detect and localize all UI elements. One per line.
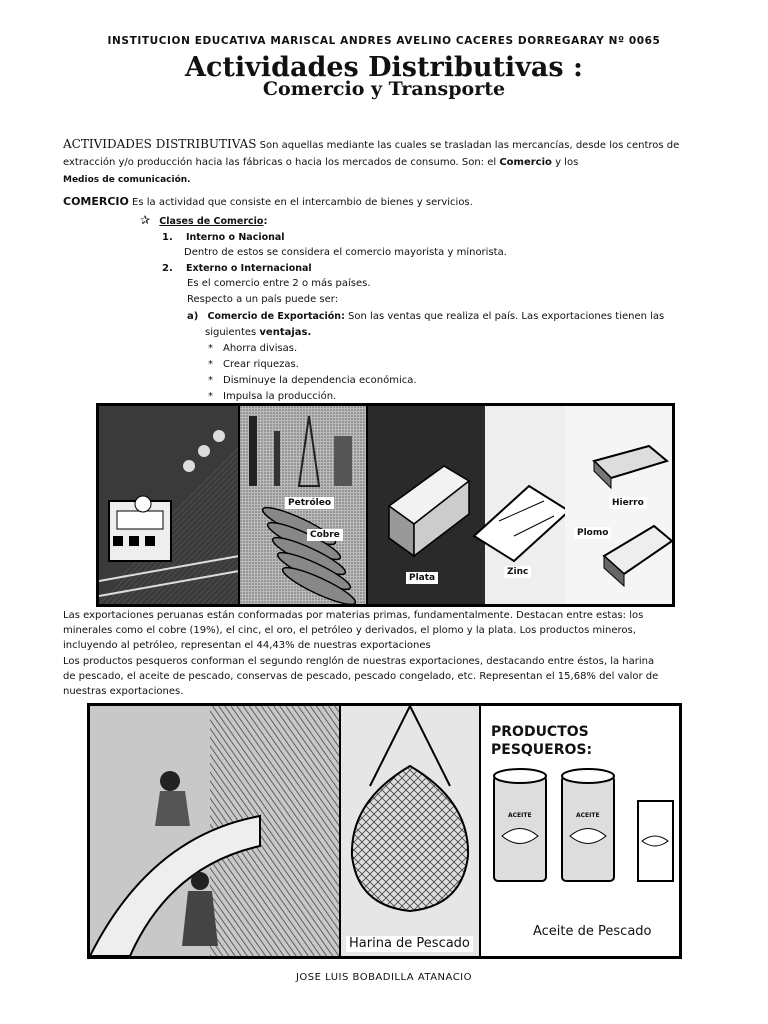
intro-comercio: Comercio: [499, 157, 552, 168]
bullet-text: Ahorra divisas.: [223, 343, 298, 354]
label-cobre: Cobre: [307, 529, 343, 541]
comercio-term: COMERCIO: [63, 195, 129, 208]
school-name: INSTITUCION EDUCATIVA MARISCAL ANDRES AVELINO CACERES DORREGARAY Nº 0065: [107, 35, 661, 47]
item-2-text-1: Es el comercio entre 2 o más países.: [187, 278, 371, 289]
minerals-drawing: [99, 406, 672, 604]
label-petroleo: Petróleo: [285, 497, 334, 509]
item-2: [162, 261, 312, 277]
label-zinc: Zinc: [504, 566, 531, 578]
export-line: [187, 309, 664, 325]
clases-heading: [140, 212, 267, 230]
clases-title: Clases de Comercio: [159, 216, 264, 227]
intro-medios: Medios de comunicación.: [63, 175, 191, 185]
intro-term: ACTIVIDADES DISTRIBUTIVAS: [63, 137, 257, 151]
item-2-title: Externo o Internacional: [185, 263, 312, 274]
star-icon: ✰: [140, 213, 151, 227]
item-1-number: 1.: [162, 232, 173, 243]
bullet-icon: *: [208, 343, 213, 354]
comercio-text: Es la actividad que consiste en el intercambio de bienes y servicios.: [128, 197, 473, 208]
bullet-text: Disminuye la dependencia económica.: [223, 375, 417, 386]
fish-products-heading: PRODUCTOS PESQUEROS:: [488, 723, 679, 759]
intro-paragraph: [63, 136, 695, 189]
a-text: Son las ventas que realiza el país. Las exportaciones tienen las: [344, 311, 665, 322]
page-title: Actividades Distributivas :: [185, 52, 583, 83]
label-plata: Plata: [406, 572, 438, 584]
can-label-1: ACEITE: [508, 812, 532, 819]
bullet-item: [208, 373, 417, 389]
fish-products-illustration: [87, 703, 682, 959]
bullet-icon: *: [208, 375, 213, 386]
exports-paragraph-2: Los productos pesqueros conforman el segundo renglón de nuestras exportaciones, destacando entre éstos, la harina de pescado, el aceite de pescado, conservas de pescado, pescado congelado, etc. Representan el 15,68% del valor de nuestras exportaciones.: [63, 656, 659, 697]
clases-colon: :: [263, 216, 268, 227]
intro-text-1: Son aquellas mediante las cuales se trasladan las mercancías, desde los centros de extracción y/o producción hacia las fábricas o hacia los mercados de consumo. Son: el: [63, 140, 680, 168]
bullet-icon: *: [208, 359, 213, 370]
bullet-icon: *: [208, 391, 213, 402]
item-1-title: Interno o Nacional: [185, 232, 285, 243]
label-hierro: Hierro: [609, 497, 647, 509]
minerals-illustration: [96, 403, 675, 607]
footer-author: JOSE LUIS BOBADILLA ATANACIO: [295, 972, 473, 983]
aceite-label: Aceite de Pescado: [530, 924, 655, 940]
a-title: Comercio de Exportación:: [207, 311, 345, 322]
bullet-item: [208, 341, 297, 357]
export-line-2: [205, 325, 311, 341]
intro-text-2: y los: [551, 157, 579, 168]
item-2-number: 2.: [162, 263, 173, 274]
item-1-text: Dentro de estos se considera el comercio mayorista y minorista.: [184, 247, 507, 258]
harina-label: Harina de Pescado: [346, 936, 473, 952]
a-text-2: siguientes: [205, 327, 260, 338]
item-2-text-2: Respecto a un país puede ser:: [187, 294, 339, 305]
a-label: a): [187, 311, 199, 322]
a-ventajas: ventajas.: [259, 327, 312, 338]
page-subtitle: Comercio y Transporte: [262, 78, 506, 100]
exports-paragraph-1: Las exportaciones peruanas están conformadas por materias primas, fundamentalmente. Destacan entre estas: los minerales como el cobre (19%), el cinc, el oro, el petróleo y derivados, el plomo y la plata. Los productos mineros, incluyendo al petróleo, representan el 44,43% de nuestras exportaciones: [63, 610, 644, 651]
bullet-item: [208, 357, 299, 373]
label-plomo: Plomo: [574, 527, 611, 539]
bullet-text: Crear riquezas.: [223, 359, 299, 370]
item-1: [162, 230, 285, 246]
can-label-2: ACEITE: [576, 812, 600, 819]
comercio-definition: [63, 194, 473, 211]
bullet-text: Impulsa la producción.: [223, 391, 337, 402]
